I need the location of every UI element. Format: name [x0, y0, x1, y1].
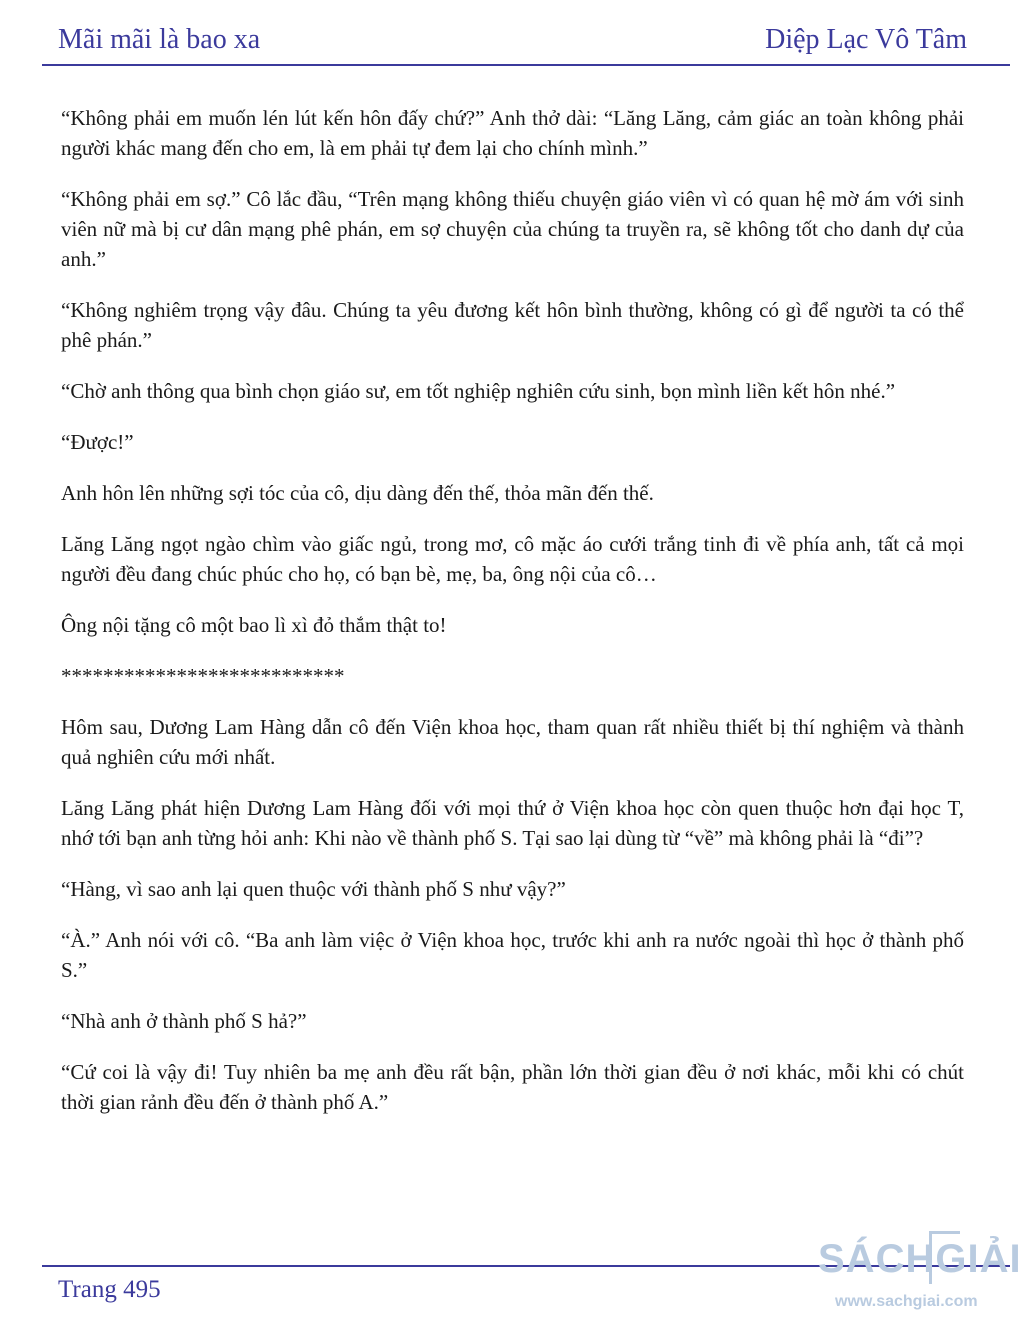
paragraph: “Không phải em muốn lén lút kến hôn đấy chứ?” Anh thở dài: “Lăng Lăng, cảm giác an toàn không phải người khác mang đến cho em, là em phải tự đem lại cho chính mình.” — [61, 106, 964, 160]
page-number: Trang 495 — [58, 1276, 161, 1303]
paragraph: “Không phải em sợ.” Cô lắc đầu, “Trên mạng không thiếu chuyện giáo viên vì có quan hệ mờ ám với sinh viên nữ mà bị cư dân mạng phê phán, em sợ chuyện của chúng ta truyền ra, sẽ không tốt cho danh dự của anh.” — [61, 187, 964, 271]
watermark-url: www.sachgiai.com — [835, 1293, 978, 1310]
paragraph: “Chờ anh thông qua bình chọn giáo sư, em tốt nghiệp nghiên cứu sinh, bọn mình liền kết hôn nhé.” — [61, 379, 896, 403]
paragraph: Lăng Lăng ngọt ngào chìm vào giấc ngủ, trong mơ, cô mặc áo cưới trắng tinh đi về phía anh, tất cả mọi người đều đang chúc phúc cho họ, có bạn bè, mẹ, ba, ông nội của cô… — [61, 532, 964, 586]
watermark-logo: SÁCHGIẢI — [818, 1237, 1022, 1281]
paragraph: “À.” Anh nói với cô. “Ba anh làm việc ở Viện khoa học, trước khi anh ra nước ngoài thì học ở thành phố S.” — [61, 928, 964, 982]
header-divider — [42, 64, 1010, 66]
paragraph: “Hàng, vì sao anh lại quen thuộc với thành phố S như vậy?” — [61, 877, 566, 901]
paragraph: “Không nghiêm trọng vậy đâu. Chúng ta yêu đương kết hôn bình thường, không có gì để người ta có thể phê phán.” — [61, 298, 964, 352]
book-title: Mãi mãi là bao xa — [58, 24, 261, 55]
paragraph: Lăng Lăng phát hiện Dương Lam Hàng đối với mọi thứ ở Viện khoa học còn quen thuộc hơn đại học T, nhớ tới bạn anh từng hỏi anh: Khi nào về thành phố S. Tại sao lại dùng từ “về” mà không phải là “đi”? — [61, 796, 964, 850]
author-name: Diệp Lạc Vô Tâm — [765, 24, 967, 55]
page-body — [61, 103, 964, 1138]
paragraph: Anh hôn lên những sợi tóc của cô, dịu dàng đến thế, thỏa mãn đến thế. — [61, 481, 654, 505]
paragraph: “Cứ coi là vậy đi! Tuy nhiên ba mẹ anh đều rất bận, phần lớn thời gian đều ở nơi khác, mỗi khi có chút thời gian rảnh đều đến ở thành phố A.” — [61, 1060, 964, 1114]
paragraph: Hôm sau, Dương Lam Hàng dẫn cô đến Viện khoa học, tham quan rất nhiều thiết bị thí nghiệm và thành quả nghiên cứu mới nhất. — [61, 715, 964, 769]
paragraph: “Nhà anh ở thành phố S hả?” — [61, 1009, 307, 1033]
page-header — [0, 0, 1024, 68]
paragraph: Ông nội tặng cô một bao lì xì đỏ thắm thật to! — [61, 613, 447, 637]
paragraph: “Được!” — [61, 430, 134, 454]
watermark — [812, 1229, 1024, 1325]
section-separator: *************************** — [61, 664, 345, 688]
